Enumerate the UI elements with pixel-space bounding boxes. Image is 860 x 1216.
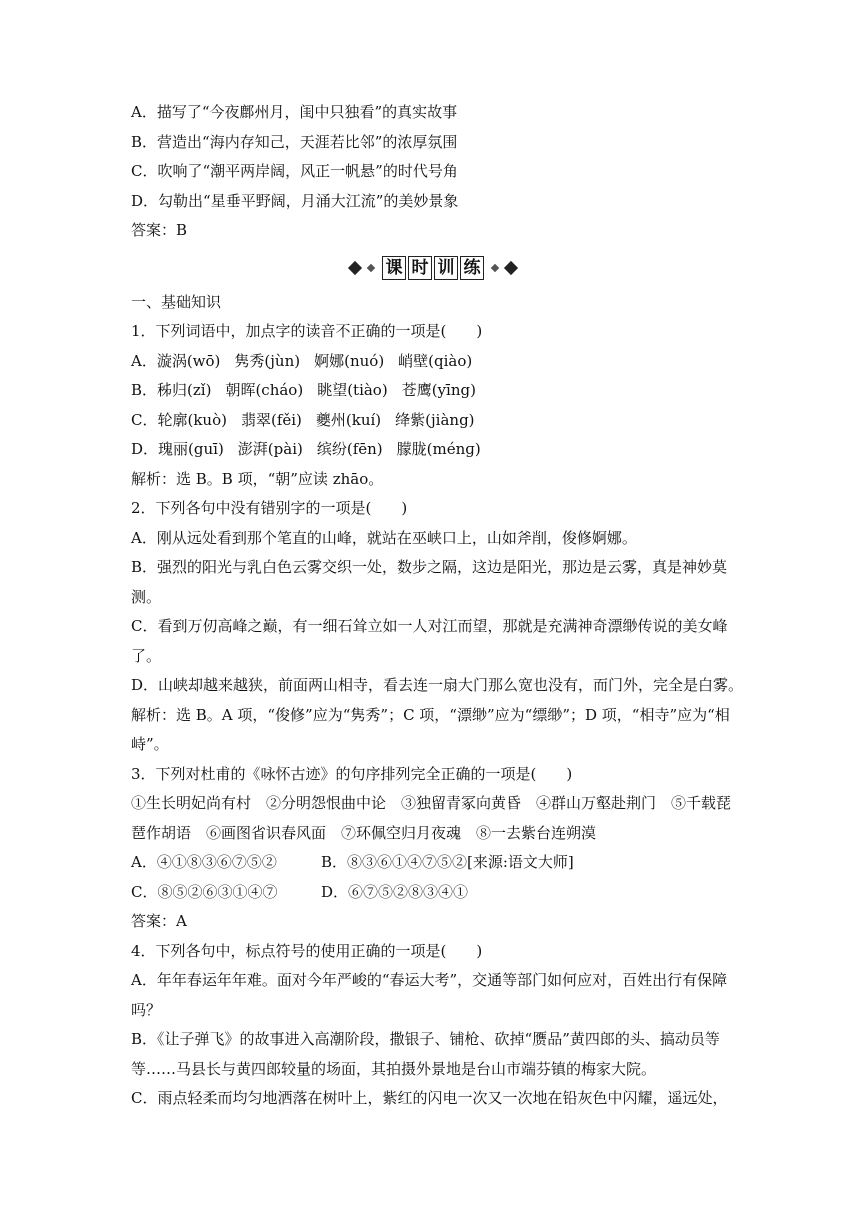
banner-char: 训 [434,256,458,280]
q1-option: D．瑰丽(guī) [131,440,224,458]
q3-items: ①生长明妃尚有村 ②分明怨恨曲中论 ③独留青冢向黄昏 ④群山万壑赴荆门 ⑤千载琵琶作胡语 ⑥画图省识春风面 ⑦环佩空归月夜魂 ⑧一去紫台连朔漠 [131,794,732,842]
section-banner [131,248,735,288]
q2-option-b: B．强烈的阳光与乳白色云雾交织一处，数步之隔，这边是阳光，那边是云雾，真是神妙莫测。 [131,558,728,606]
q1-option: 缤纷(fēn) [316,440,383,458]
diamond-icon [348,260,362,274]
q2-option-a: A．刚从远处看到那个笔直的山峰，就站在巫峡口上，山如斧削，俊修婀娜。 [131,528,637,547]
q1-row-a [131,347,735,377]
q1-option: 苍鹰(yīng) [401,381,476,399]
q3-stem: 3．下列对杜甫的《咏怀古迹》的句序排列完全正确的一项是( ) [131,764,573,783]
prev-option-c: C．吹响了“潮平两岸阔，风正一帆悬”的时代号角 [131,162,458,180]
q1-analysis: 解析：选 B。B 项，“朝”应读 zhāo。 [131,469,384,488]
q1-option: 绛紫(jiàng) [395,410,475,429]
prev-option-b: B．营造出“海内存知己，天涯若比邻”的浓厚氛围 [131,132,458,151]
q2-stem: 2．下列各句中没有错别字的一项是( ) [131,499,408,517]
q3-option-c: C．⑧⑤②⑥③①④⑦ [131,882,278,901]
q1-option: 朦胧(ménɡ) [396,440,481,458]
q1-row-b [131,376,735,406]
q1-option: 朝晖(cháo) [225,381,304,399]
q4-option-b: B．《让子弹飞》的故事进入高潮阶段，撒银子、铺枪、砍掉“赝品”黄四郎的头、搞动员等等……马县长与黄四郎较量的场面，其拍摄外景地是台山市端芬镇的梅家大院。 [131,1030,720,1078]
q2-option-d: D．山峡却越来越狭，前面两山相寺，看去连一扇大门那么宽也没有，而门外，完全是白雾。 [131,676,744,694]
q3-row-ab [131,848,735,878]
q3-option-d: D．⑥⑦⑤②⑧③④① [321,882,469,901]
q2-option-c: C．看到万仞高峰之巅，有一细石耸立如一人对江而望，那就是充满神奇漂缈传说的美女峰了。 [131,617,728,665]
q1-row-c [131,406,735,436]
q4-option-c: C．雨点轻柔而均匀地洒落在树叶上，紫红的闪电一次又一次地在铅灰色中闪耀，遥远处， [131,1089,728,1107]
q1-option: C．轮廓(kuò) [131,410,227,429]
document-page [131,98,744,1114]
small-diamond-icon [367,263,375,271]
q3-option-a: A．④①⑧③⑥⑦⑤② [131,853,277,871]
banner-char: 课 [382,256,406,280]
q1-option: 澎湃(pài) [237,440,303,458]
q4-stem: 4．下列各句中，标点符号的使用正确的一项是( ) [131,941,483,960]
prev-option-d: D．勾勒出“星垂平野阔，月涌大江流”的美妙景象 [131,191,459,210]
prev-option-a: A．描写了“今夜鄜州月，闺中只独看”的真实故事 [131,103,458,121]
q1-option: 眺望(tiào) [317,381,388,399]
banner-char: 时 [408,256,432,280]
banner-char: 练 [460,256,484,280]
q1-stem: 1．下列词语中，加点字的读音不正确的一项是( ) [131,322,483,340]
q2-analysis: 解析：选 B。A 项，“俊修”应为“隽秀”；C 项，“漂缈”应为“缥缈”；D 项，“相寺”应为“相峙”。 [131,705,730,753]
banner-title [382,256,484,280]
q1-row-d [131,435,735,465]
section-heading: 一、基础知识 [131,292,222,311]
q1-option: B．秭归(zǐ) [131,381,212,399]
prev-answer: 答案：B [131,221,188,239]
q1-option: 隽秀(jùn) [234,351,301,370]
small-diamond-icon [491,263,499,271]
q3-answer: 答案：A [131,912,187,930]
q1-option: 峭壁(qiào) [398,351,473,370]
q1-option: 翡翠(fěi) [240,410,302,429]
q3-option-b: B．⑧③⑥①④⑦⑤②[来源:语文大师] [321,853,574,871]
diamond-icon [504,260,518,274]
q1-option: 婀娜(nuó) [314,351,385,370]
q3-row-cd [131,878,735,908]
q1-option: A．漩涡(wō) [131,351,221,370]
q4-option-a: A．年年春运年年难。面对今年严峻的“春运大考”，交通等部门如何应对，百姓出行有保障吗？ [131,971,728,1019]
q1-option: 夔州(kuí) [315,410,382,429]
